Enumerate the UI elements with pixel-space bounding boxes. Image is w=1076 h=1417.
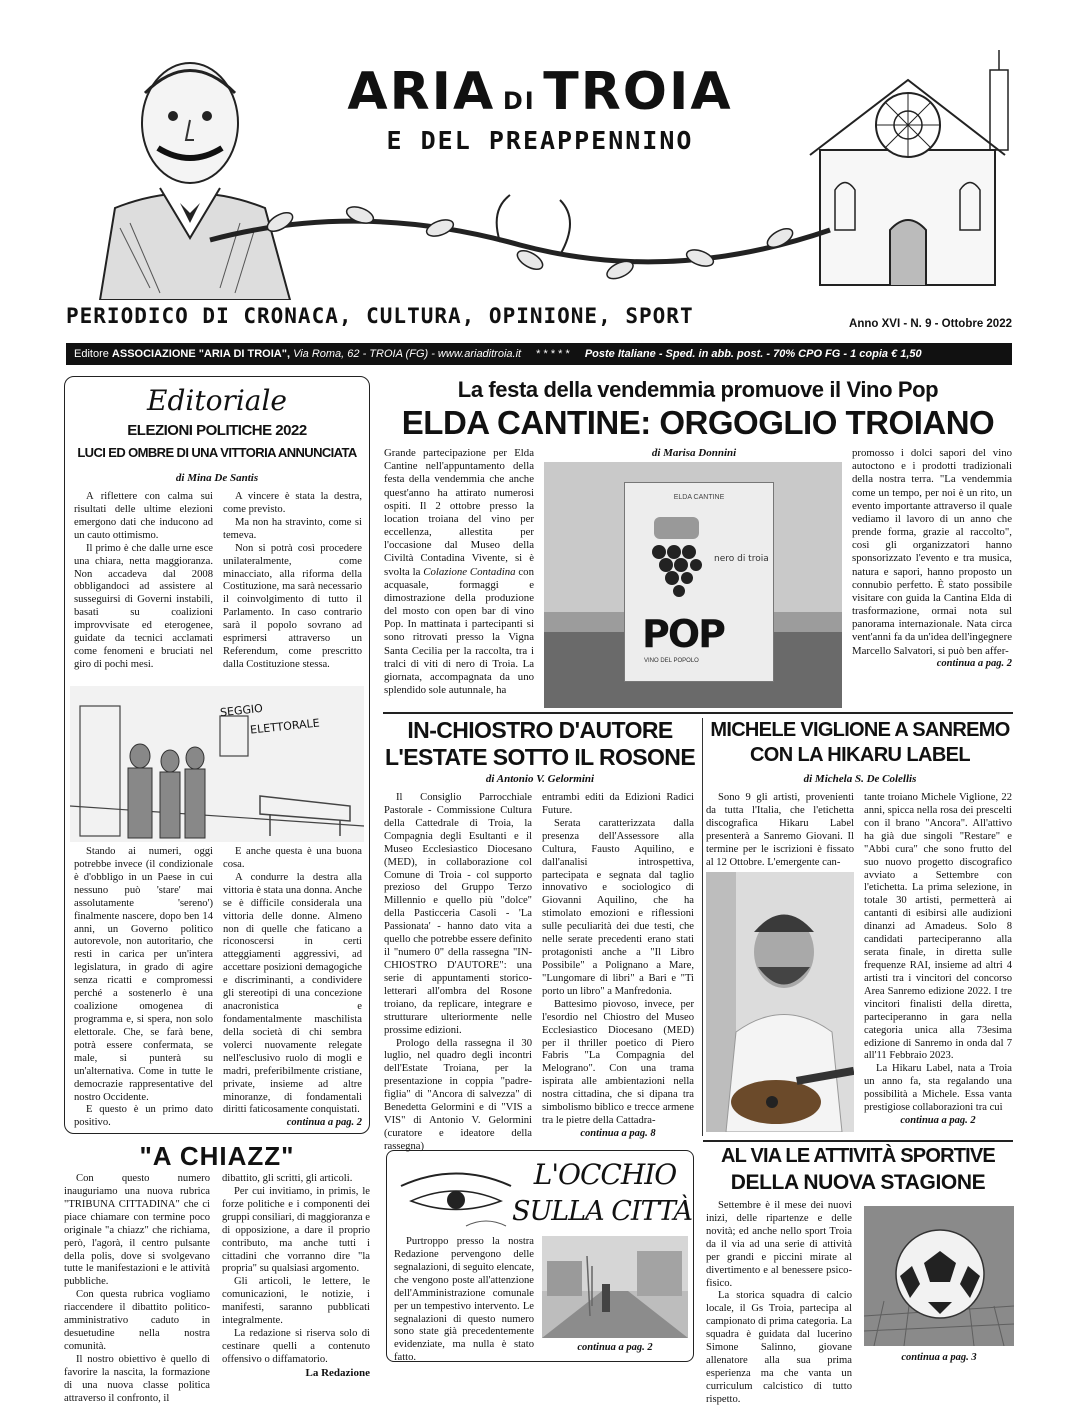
eye-sketch-icon [396, 1156, 516, 1232]
editorial-paragraph: A condurre la destra alla vittoria è stata una donna. Anche se è difficile considerala una vittoria delle donne. Almeno non di quelle che faticano a riconoscersi in certi atteggiamenti aggressivi, ad accettare posizioni demagogiche e discriminanti, a condividere gli stereotipi di una concezione anacronistica e fondamentalmente maschilista della società di chi sembra volerci nuovamente relegate nell'esclusivo ruolo di mogli e madri, preferibilmente cristiane, private, insieme ad altre minoranze, di fondamentali diritti faticosamente conquistati. [223, 871, 362, 1116]
section-divider [703, 1140, 1013, 1142]
chiazz-signature: La Redazione [305, 1366, 370, 1379]
chiazz-paragraph: Con questa rubrica vogliamo riaccendere il dibattito politico-amministrativo caduto in desuetudine nella nostra comunità. [64, 1289, 210, 1352]
editorial-paragraph: E questo è un primo dato positivo. [74, 1104, 213, 1129]
wine-product-photo [544, 462, 842, 708]
drawing-label-seggio: SEGGIO [219, 701, 264, 720]
vendemmia-paragraph: promosso i dolci sapori del vino autoctono e i prodotti tradizionali della nostra terra. "La vendemmia come un tempo, per noi è un rito, un evento importante attraverso il quale vediamo il lavoro di un anno che prende forma, grazie al raccolto", così gli organizzatori hanno sponsorizzato l'evento e tra musica, natura e sapori, hanno proposto un connubio perfetto. È stato possibile visitare con guida la Cantina Elda di trasformazione, ormai nota sul panorama internazionale. Nata circa vent'anni fa da un'idea dell'ingegnere Marcello Salvatori, si può ben affer- [852, 447, 1012, 657]
editor-prefix: Editore [74, 348, 109, 360]
editorial-paragraph: A riflettere con calma sui risultati delle ultime elezioni emergono dati che inducono ad un cauto ottimismo. [74, 491, 213, 541]
photo-variety-label: nero di troia [714, 554, 769, 564]
editorial-paragraph: Il primo è che dalle urne esce una chiara, netta maggioranza. Non accadeva dal 2008 obbligandoci ad assistere al susseguirsi di Governi instabili, basati su coalizioni improvvisate ed eterogenee, guidate da tecnici acclamati come fenomeni e bruciati nel giro di pochi mesi. [74, 542, 213, 670]
chiostro-paragraph: entrambi editi da Edizioni Radici Future. [542, 792, 694, 816]
occhio-continue: continua a pag. 2 [577, 1342, 653, 1353]
vendemmia-headline: ELDA CANTINE: ORGOGLIO TROIANO [401, 404, 995, 441]
vendemmia-paragraph: Grande partecipazione per Elda Cantine nell'appuntamento della festa della vendemmia che anche quest'anno ha attirato numerosi ospiti. Il 2 ottobre presso la location troiana del vino per eccellenza, allestita per l'occasione dal Museo della Civiltà Contadina Vivente, si è svolta la Colazione Contadina con acquasale, formaggi e dimostrazione della produzione del mosto con open bar di vino Pop. In mattinata i partecipanti si sono ritrovati presso la Vigna Santa Cecilia per la raccolta, tra i tralci di viti di nero di Troia. La giornata, accompagnata da uno splendido sole autunnale, ha [384, 447, 534, 697]
chiostro-paragraph: Battesimo piovoso, invece, per l'esordio nel Chiostro del Museo Ecclesiastico Diocesano (MED) per il thriller poetico di Piero Fabris "La Compagnia del Melograno". Con una trama ispirata alle ambientazioni nella nostra cittadina, che si dipana tra simbolismo biblico e trecce armene tra le pietre della Cattadra- [542, 998, 694, 1127]
vendemmia-kicker: La festa della vendemmia promuove il Vino Pop [457, 377, 939, 402]
chiazz-paragraph: Gli articoli, le lettere, le comunicazioni, le notizie, i manifesti, saranno pubblicati integralmente. [222, 1276, 370, 1327]
drawing-label-elettorale: ELETTORALE [249, 716, 321, 737]
polling-station-drawing [70, 686, 364, 842]
masthead [0, 0, 1076, 300]
vendemmia-continue: continua a pag. 2 [936, 657, 1012, 669]
editor-postal: Poste Italiane - Sped. in abb. post. - 70% CPO FG - 1 copia € 1,50 [584, 348, 922, 360]
chiostro-continue: continua a pag. 8 [580, 1127, 656, 1139]
editorial-continue: continua a pag. 2 [286, 1117, 362, 1129]
editorial-paragraph: A vincere è stata la destra, come previsto. [223, 491, 362, 515]
section-divider [383, 712, 1013, 714]
editorial-paragraph: Stando ai numeri, oggi potrebbe invece (il condizionale è d'obbligo in un Paese in cui nessuno può 'stare' mai assolutamente 'sereno') finalmente nascere, dopo ben 14 anni, un Governo politico autorevole, non autoritario, che resti in carica per un'intera legislatura, in grado di agire senza ricatti e compromessi perché a sostenerlo è una coalizione omogenea di programma e, si spera, non solo elettorale. Che, se farà bene, potrà essere confermata, se male, si punterà su un'alternativa. Come in tutte le democrazie rappresentative del nostro Occidente. [74, 846, 213, 1103]
occhio-headline-1: L'OCCHIO [533, 1158, 677, 1191]
chiazz-paragraph: La redazione si riserva solo di cestinare quelli a contenuto offensivo o diffamatorio. [222, 1328, 370, 1365]
editorial-byline: di Mina De Santis [175, 472, 259, 484]
editorial-headline-2: LUCI ED OMBRE DI UNA VITTORIA ANNUNCIATA [77, 445, 357, 460]
photo-brand-label: ELDA CANTINE [673, 494, 725, 501]
sport-paragraph: La storica squadra di calcio locale, il Gs Troia, partecipa al campionato di prima categoria. La squadra è guidata dal lucerino Simone Salinno, giovane allenatore alla sua prima esperienza ma che vanta un curriculum calcistico di tutto rispetto. [706, 1290, 852, 1405]
sport-paragraph: Settembre è il mese dei nuovi inizi, delle ripartenze e delle novità; ed anche nello sport Troia da il via ad una serie di attività per grandi e piccini mirate al divertimento e al benessere psico-fisico. [706, 1200, 852, 1289]
sanremo-paragraph: tante troiano Michele Viglione, 22 anni, spicca nella rosa dei prescelti con il brano "Ancora". All'attivo ha già due singoli "Restare" e "Abbi cura" che sono frutto del suo nuovo progetto discografico avviato a Settembre con l'etichetta. La prima selezione, in totale 30 artisti, permetterà ai cantanti di esibirsi alle audizioni dinanzi ad Amadeus. Solo 8 candidati parteciperanno alla serata finale, in diretta sulle frequenze RAI, insieme ad altri 4 artisti tra i vincitori del concorso Area Sanremo edizione 2022. I tre vincitori finalisti della diretta, parteciperanno in gara nella categoria unica alla 73esima edizione di Sanremo in onda dal 7 all'11 Febbraio 2023. [864, 792, 1012, 1062]
chiazz-paragraph: dibattito, gli scritti, gli articoli. [222, 1173, 353, 1184]
sanremo-paragraph: La Hikaru Label, nata a Troia un anno fa, sta regalando una possibilità a Michele. Essa vanta prestigiose collaborazioni tra cui [864, 1063, 1012, 1114]
editorial-paragraph: E anche questa è una buona cosa. [223, 846, 362, 870]
column-divider [702, 718, 703, 1136]
chiazz-paragraph: Per cui invitiamo, in primis, le forze politiche e i componenti dei gruppi consiliari, di maggioranza e di opposizione, a dare il proprio contributo, ma anche tutti i cittadini che vorranno dire "la propria" su qualsiasi argomento. [222, 1185, 370, 1275]
soccer-ball-photo [864, 1206, 1014, 1346]
chiostro-paragraph: Prologo della rassegna il 30 luglio, nel quadro degli incontri dell'Estate Troiana, per la presentazione in coppia "padre-figlia" di "Ancora di salvezza" di Benedetta Gelormini e di "VIS a VIS" di Antonio V. Gelormini (curatore e ideatore della rassegna) [384, 1037, 532, 1152]
chiostro-headline-1: IN-CHIOSTRO D'AUTORE [407, 717, 673, 743]
sanremo-headline-2: CON LA HIKARU LABEL [749, 744, 971, 766]
issue-info: Anno XVI - N. 9 - Ottobre 2022 [849, 318, 1012, 330]
editorial-headline-1: ELEZIONI POLITICHE 2022 [127, 422, 307, 439]
editor-address: Via Roma, 62 - TROIA (FG) - www.ariaditroia.it [293, 348, 522, 360]
vendemmia-byline: di Marisa Donnini [651, 447, 737, 459]
sanremo-byline: di Michela S. De Colellis [803, 773, 917, 785]
street-photo [542, 1236, 688, 1338]
masthead-title-left: ARIA [347, 62, 496, 122]
editorial-kicker: Editoriale [147, 384, 287, 417]
chiostro-paragraph: Serata caratterizzata dalla presenza dell'Assessore alla Cultura, Fausto Aquilino, e dall'analisi introspettiva, partecipata e segnata dal taglio innovativo e sociologico di Giovanni Aquilino, che ha stimolato emozioni e riflessioni sulle peculiarità dei due testi, che nelle serate precedenti erano stati protagonisti anche a "Il Libro Possibile" a Polignano a Mare, "Lungomare di libri" a Bari e "Ti porto un libro" a Manfredonia. [542, 817, 694, 997]
masthead-title-di: DI [502, 87, 536, 115]
chiostro-headline-2: L'ESTATE SOTTO IL ROSONE [384, 744, 696, 770]
masthead-title-right: TROIA [543, 62, 733, 122]
chiostro-byline: di Antonio V. Gelormini [485, 773, 595, 785]
singer-photo [706, 872, 854, 1132]
chiazz-paragraph: Con questo numero inauguriamo una nuova rubrica "TRIBUNA CITTADINA" che ci piace chiamare con termine poco originale "a chiazz" che richiama, però, l'agorà, il centro pulsante della polis, dove si svolgevano tutte le manifestazioni e le attività pubbliche. [64, 1173, 210, 1288]
chiostro-paragraph: Il Consiglio Parrocchiale Pastorale - Commissione Cultura della Cattedrale di Troia, la Compagnia degli Esultanti e il Museo Ecclesiastico Diocesano (MED), in collaborazione col Comune di Troia - col supporto prezioso del Gruppo Terzo Millennio e quello più "dolce" della Pasticceria Casoli - 'La Passionata' - hanno dato vita a quello che potrebbe essere definito il "numero 0" della rassegna "IN-CHIOSTRO D'AUTORE": una serie di appuntamenti storico-letterari all'ombra del Rosone troiano, da replicare, integrare e strutturare ulteriormente nelle prossime edizioni. [384, 792, 532, 1036]
chiazz-paragraph: Il nostro obiettivo è quello di favorire la nascita, la formazione di una nuova classe politica attraverso il confronto, il [64, 1353, 210, 1404]
photo-pop-logo: POP [642, 612, 725, 656]
photo-pop-sub: VINO DEL POPOLO [644, 658, 699, 664]
sanremo-paragraph: Sono 9 gli artisti, provenienti da tutta l'Italia, che l'etichetta discografica Hikaru Label presenterà a Sanremo Giovani. Il termine per le iscrizioni è fissato al 12 Ottobre. L'emergente can- [706, 792, 854, 868]
masthead-subtitle: E DEL PREAPPENNINO [386, 126, 694, 155]
editor-stars: * * * * * [536, 348, 570, 360]
occhio-paragraph: Purtroppo presso la nostra Redazione pervengono delle segnalazioni, di seguito elencate, che vengono poste all'attenzione dell'Amministrazione comunale per un tempestivo intervento. Le segnalazioni di questo numero sono state già precedentemente evidenziate, ma nulla è stato fatto. [394, 1236, 534, 1364]
grape-fist-icon [644, 517, 714, 607]
sport-continue: continua a pag. 3 [901, 1352, 977, 1363]
editor-bar [66, 343, 1012, 365]
editor-publisher: ASSOCIAZIONE "ARIA DI TROIA", [111, 348, 291, 360]
masthead-tagline: PERIODICO DI CRONACA, CULTURA, OPINIONE, SPORT [66, 304, 694, 328]
occhio-headline-2: SULLA CITTÀ [512, 1196, 693, 1227]
editorial-paragraph: Ma non ha stravinto, come si temeva. [223, 516, 362, 541]
vine-branch-illustration [200, 180, 840, 290]
sanremo-headline-1: MICHELE VIGLIONE A SANREMO [710, 719, 1010, 741]
sanremo-continue: continua a pag. 2 [900, 1115, 976, 1127]
sport-headline-1: AL VIA LE ATTIVITÀ SPORTIVE [721, 1145, 995, 1167]
editorial-paragraph: Non si potrà così procedere unilateralmente, come minacciato, alla riforma della Costituzione, ma sarà necessario il coinvolgimento di tutto il Parlamento. In caso contrario sarà il popolo sovrano ad esprimersi attraverso un Referendum, come prescritto dalla Costituzione stessa. [223, 542, 362, 670]
sport-headline-2: DELLA NUOVA STAGIONE [730, 1171, 986, 1194]
chiazz-headline: "A CHIAZZ" [139, 1141, 295, 1171]
